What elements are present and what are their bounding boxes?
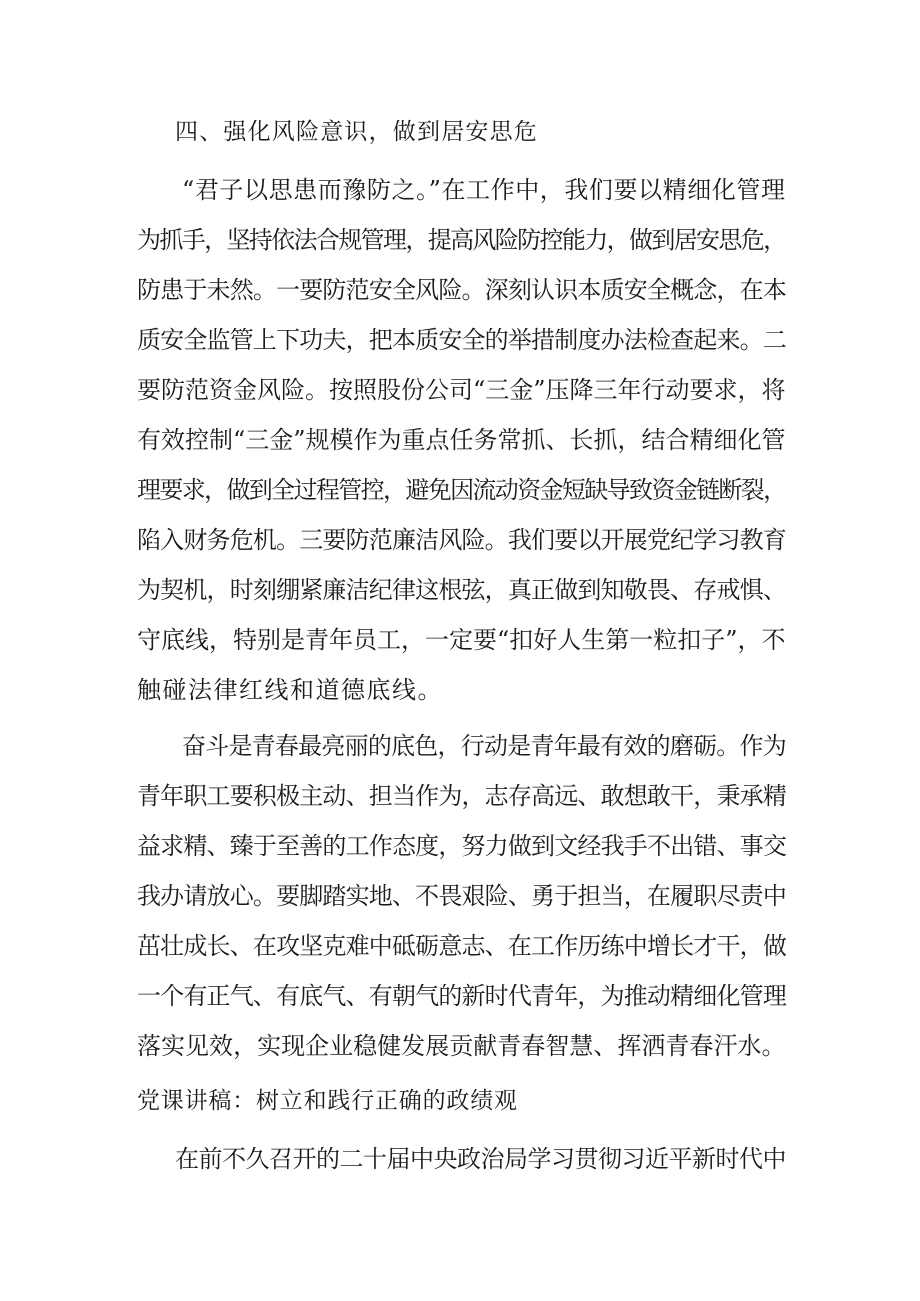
paragraph-line: 要防范资金风险。按照股份公司“三金”压降三年行动要求，将 — [137, 376, 786, 404]
paragraph-line: 一个有正气、有底气、有朝气的新时代青年，为推动精细化管理 — [137, 982, 786, 1010]
paragraph-line: 防患于未然。一要防范安全风险。深刻认识本质安全概念，在本 — [137, 276, 786, 304]
paragraph-line: 为抓手，坚持依法合规管理，提高风险防控能力，做到居安思危， — [137, 226, 786, 254]
paragraph-line: 在前不久召开的二十届中央政治局学习贯彻习近平新时代中 — [175, 1145, 786, 1173]
paragraph-line: 触碰法律红线和道德底线。 — [137, 676, 443, 704]
lecture-title: 党课讲稿：树立和践行正确的政绩观 — [137, 1088, 518, 1114]
paragraph-line: 益求精、臻于至善的工作态度，努力做到文经我手不出错、事交 — [137, 832, 786, 860]
paragraph-line: “君子以思患而豫防之。”在工作中，我们要以精细化管理 — [182, 176, 786, 204]
paragraph-line: 有效控制“三金”规模作为重点任务常抓、长抓，结合精细化管 — [137, 426, 786, 454]
paragraph-line: 质安全监管上下功夫，把本质安全的举措制度办法检查起来。二 — [137, 326, 786, 354]
section-heading: 四、强化风险意识，做到居安思危 — [175, 119, 538, 145]
paragraph-line: 我办请放心。要脚踏实地、不畏艰险、勇于担当，在履职尽责中 — [137, 882, 786, 910]
paragraph-line: 守底线，特别是青年员工，一定要“扣好人生第一粒扣子”，不 — [137, 626, 786, 654]
paragraph-line: 奋斗是青春最亮丽的底色，行动是青年最有效的磨砺。作为 — [182, 732, 786, 760]
paragraph-line: 陷入财务危机。三要防范廉洁风险。我们要以开展党纪学习教育 — [137, 526, 786, 554]
paragraph-line: 茁壮成长、在攻坚克难中砥砺意志、在工作历练中增长才干，做 — [137, 932, 786, 960]
paragraph-line: 青年职工要积极主动、担当作为，志存高远、敢想敢干，秉承精 — [137, 782, 786, 810]
paragraph-line: 为契机，时刻绷紧廉洁纪律这根弦，真正做到知敬畏、存戒惧、 — [137, 576, 786, 604]
paragraph-line: 理要求，做到全过程管控，避免因流动资金短缺导致资金链断裂， — [137, 476, 786, 504]
paragraph-line: 落实见效，实现企业稳健发展贡献青春智慧、挥洒青春汗水。 — [137, 1032, 786, 1060]
